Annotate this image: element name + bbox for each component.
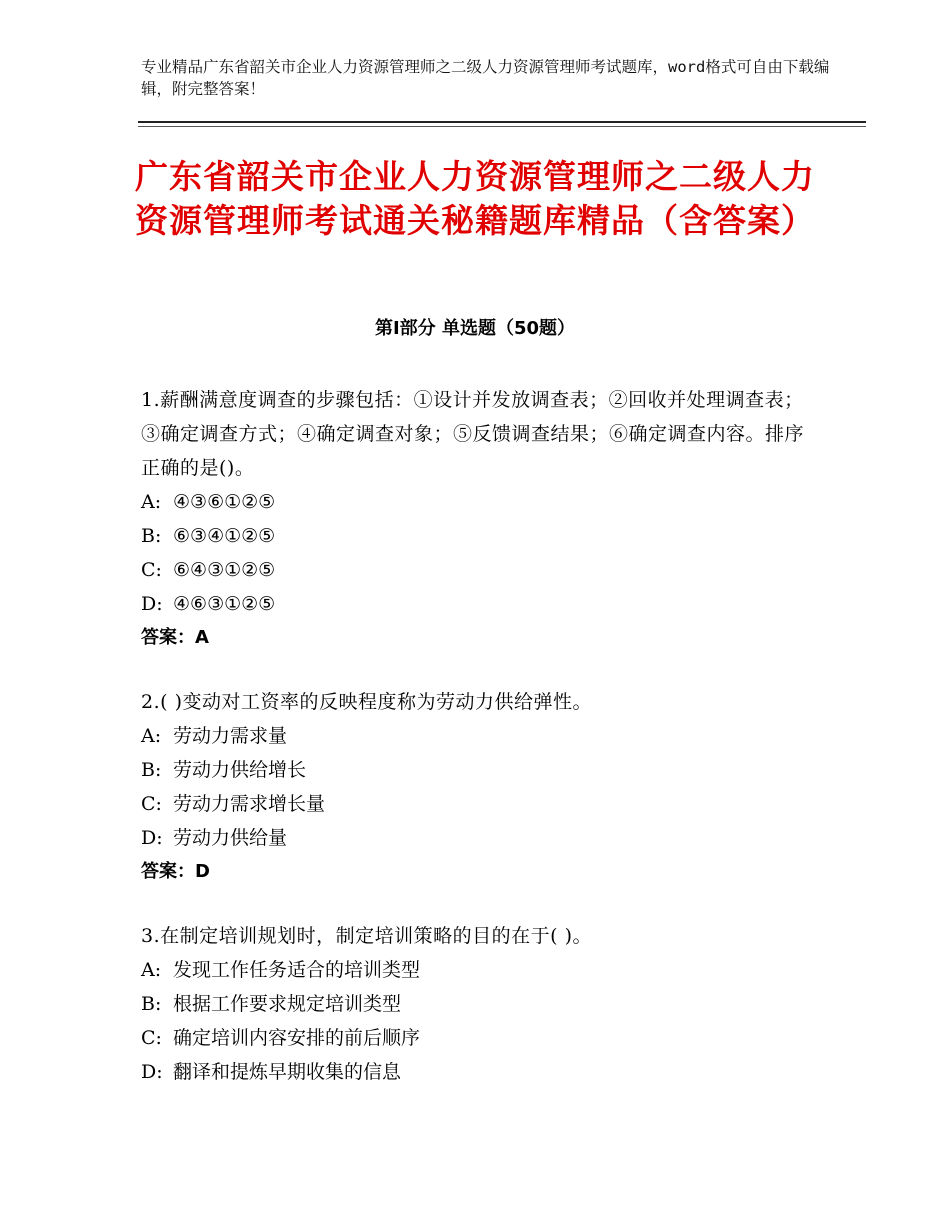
option-text: 发现工作任务适合的培训类型 [173, 959, 421, 981]
option-letter: D: [141, 593, 163, 615]
option-text: 翻译和提炼早期收集的信息 [173, 1061, 402, 1083]
option-letter: D: [141, 1061, 163, 1083]
option-c [141, 1021, 811, 1055]
option-b [141, 987, 811, 1021]
question-2 [141, 685, 811, 889]
option-letter: A: [141, 725, 162, 747]
question-3 [141, 919, 811, 1089]
option-b [141, 753, 811, 787]
option-letter: A: [141, 491, 162, 513]
option-a [141, 719, 811, 753]
option-text: 劳动力需求增长量 [173, 793, 326, 815]
document-title: 广东省韶关市企业人力资源管理师之二级人力资源管理师考试通关秘籍题库精品（含答案） [135, 157, 815, 240]
option-text: 确定培训内容安排的前后顺序 [173, 1027, 421, 1049]
option-letter: B: [141, 525, 162, 547]
option-text: ④③⑥①②⑤ [173, 491, 276, 513]
header-rule-thin [138, 126, 866, 127]
question-stem: 3.在制定培训规划时，制定培训策略的目的在于( )。 [141, 925, 592, 947]
option-letter: C: [141, 559, 162, 581]
option-text: 根据工作要求规定培训类型 [173, 993, 402, 1015]
option-letter: D: [141, 827, 163, 849]
option-d [141, 1055, 811, 1089]
section-heading: 第Ⅰ部分 单选题（50题） [374, 318, 575, 339]
option-letter: B: [141, 759, 162, 781]
question-stem: 2.( )变动对工资率的反映程度称为劳动力供给弹性。 [141, 691, 592, 713]
option-letter: C: [141, 793, 162, 815]
option-c [141, 787, 811, 821]
option-text: 劳动力供给量 [173, 827, 288, 849]
option-a [141, 953, 811, 987]
option-b [141, 519, 811, 553]
option-text: 劳动力需求量 [173, 725, 288, 747]
option-text: ⑥④③①②⑤ [173, 559, 276, 581]
option-c [141, 553, 811, 587]
question-list [141, 383, 811, 1119]
option-letter: C: [141, 1027, 162, 1049]
header-rule-thick [138, 121, 866, 123]
option-d [141, 821, 811, 855]
question-stem: 1.薪酬满意度调查的步骤包括：①设计并发放调查表；②回收并处理调查表；③确定调查方式；④确定调查对象；⑤反馈调查结果；⑥确定调查内容。排序正确的是()。 [141, 389, 805, 479]
header-note: 专业精品广东省韶关市企业人力资源管理师之二级人力资源管理师考试题库，word格式可自由下载编辑，附完整答案！ [141, 58, 830, 98]
option-text: ④⑥③①②⑤ [173, 593, 276, 615]
question-1 [141, 383, 811, 655]
answer-line: 答案：D [141, 861, 210, 882]
option-letter: A: [141, 959, 162, 981]
option-a [141, 485, 811, 519]
option-d [141, 587, 811, 621]
answer-line: 答案：A [141, 627, 209, 648]
option-letter: B: [141, 993, 162, 1015]
option-text: 劳动力供给增长 [173, 759, 307, 781]
option-text: ⑥③④①②⑤ [173, 525, 276, 547]
